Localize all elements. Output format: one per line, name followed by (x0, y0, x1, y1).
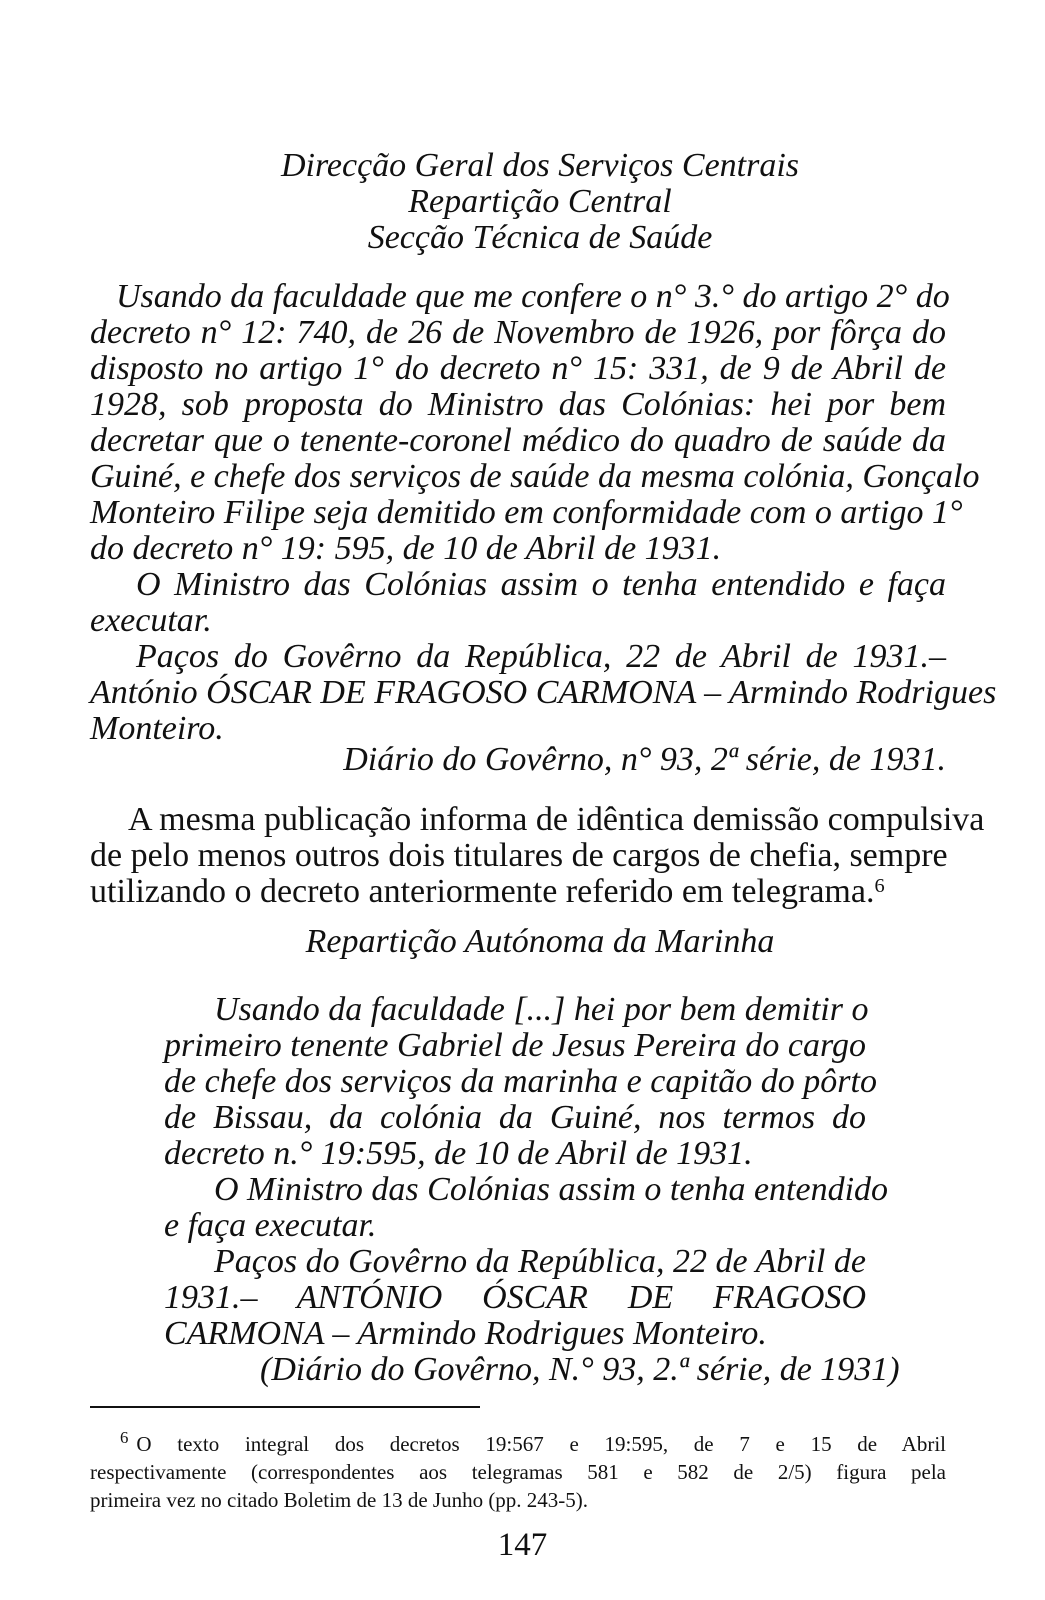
decree2-line: Usando da faculdade [...] hei por bem demitir o (214, 991, 869, 1028)
footnote-rule (90, 1406, 480, 1408)
decree2-line: de Bissau, da colónia da Guiné, nos termos do (164, 1099, 866, 1136)
decree2-line: primeiro tenente Gabriel de Jesus Pereira do cargo (164, 1027, 866, 1064)
decree1-line: O Ministro das Colónias assim o tenha entendido e faça (136, 566, 946, 603)
decree1-line: Guiné, e chefe dos serviços de saúde da mesma colónia, Gonçalo (90, 458, 980, 495)
decree1-line: executar. (90, 602, 212, 639)
footnote-text: O texto integral dos decretos 19:567 e 19:595, de 7 e 15 de Abril (136, 1432, 946, 1456)
footnote-line: primeira vez no citado Boletim de 13 de Junho (pp. 243-5). (90, 1488, 589, 1512)
decree1-line: decreto n° 12: 740, de 26 de Novembro de 1926, por fôrça do (90, 314, 946, 351)
decree2-line: Paços do Govêrno da República, 22 de Abril de (214, 1243, 866, 1280)
body-line: utilizando o decreto anteriormente referido em telegrama. (90, 873, 875, 910)
header-line-3: Secção Técnica de Saúde (367, 219, 713, 256)
body-line-with-footnote (90, 872, 885, 912)
page-number: 147 (497, 1527, 548, 1563)
decree2-line: decreto n.° 19:595, de 10 de Abril de 1931. (164, 1135, 753, 1172)
decree1-line: disposto no artigo 1° do decreto n° 15: 331, de 9 de Abril de (90, 350, 946, 387)
decree1-line: Usando da faculdade que me confere o n° 3.° do artigo 2° do (116, 278, 950, 315)
footnote-line: respectivamente (correspondentes aos telegramas 581 e 582 de 2/5) figura pela (90, 1460, 946, 1484)
decree1-line: Paços do Govêrno da República, 22 de Abril de 1931.– (136, 638, 946, 675)
decree2-line: 1931.– ANTÓNIO ÓSCAR DE FRAGOSO (164, 1279, 866, 1316)
decree1-line: Monteiro. (90, 710, 224, 747)
header-line-2: Repartição Central (408, 183, 672, 220)
decree1-line: Monteiro Filipe seja demitido em conformidade com o artigo 1° (90, 494, 963, 531)
body-line: de pelo menos outros dois titulares de cargos de chefia, sempre (90, 837, 948, 874)
footnote-marker: 6 (120, 1427, 129, 1447)
header-line-1: Direcção Geral dos Serviços Centrais (280, 147, 800, 184)
footnote-line-1 (120, 1427, 946, 1458)
footnote-reference: 6 (874, 874, 885, 897)
decree1-line: do decreto n° 19: 595, de 10 de Abril de 1931. (90, 530, 722, 567)
decree2-source: (Diário do Govêrno, N.° 93, 2.ª série, de 1931) (260, 1351, 900, 1388)
decree2-line: O Ministro das Colónias assim o tenha entendido (214, 1171, 889, 1208)
body-line: A mesma publicação informa de idêntica demissão compulsiva (128, 801, 985, 838)
decree2-line: de chefe dos serviços da marinha e capitão do pôrto (164, 1063, 877, 1100)
decree1-line: 1928, sob proposta do Ministro das Colónias: hei por bem (90, 386, 946, 423)
decree1-line: António ÓSCAR DE FRAGOSO CARMONA – Armindo Rodrigues (90, 674, 997, 711)
decree1-line: decretar que o tenente-coronel médico do quadro de saúde da (90, 422, 946, 459)
section2-title: Repartição Autónoma da Marinha (305, 923, 775, 960)
decree2-line: CARMONA – Armindo Rodrigues Monteiro. (164, 1315, 767, 1352)
decree2-line: e faça executar. (164, 1207, 377, 1244)
decree1-source: Diário do Govêrno, n° 93, 2ª série, de 1931. (343, 741, 946, 778)
